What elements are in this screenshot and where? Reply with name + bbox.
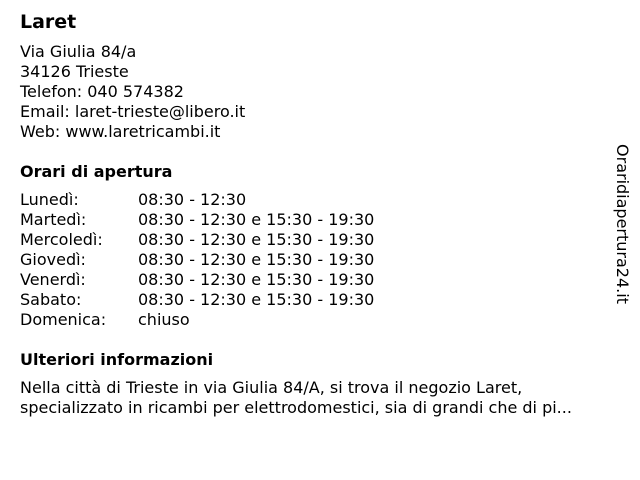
address-city: 34126 Trieste xyxy=(20,62,129,81)
address-street: Via Giulia 84/a xyxy=(20,42,137,61)
hours-row-wednesday xyxy=(20,230,610,250)
hours-row-thursday xyxy=(20,250,610,270)
email-line: Email: laret-trieste@libero.it xyxy=(20,102,246,121)
hours-time: 08:30 - 12:30 e 15:30 - 19:30 xyxy=(138,210,375,229)
site-watermark: Oraridiapertura24.it xyxy=(613,144,632,304)
more-info-heading: Ulteriori informazioni xyxy=(20,350,214,369)
contact-block xyxy=(20,42,610,142)
hours-row-saturday xyxy=(20,290,610,310)
hours-time: 08:30 - 12:30 e 15:30 - 19:30 xyxy=(138,250,375,269)
hours-time: 08:30 - 12:30 e 15:30 - 19:30 xyxy=(138,290,375,309)
hours-time: chiuso xyxy=(138,310,190,329)
hours-row-sunday xyxy=(20,310,610,330)
hours-day: Venerdì: xyxy=(20,270,86,289)
hours-day: Martedì: xyxy=(20,210,87,229)
hours-time: 08:30 - 12:30 e 15:30 - 19:30 xyxy=(138,270,375,289)
phone-line: Telefon: 040 574382 xyxy=(20,82,184,101)
more-info-text: Nella città di Trieste in via Giulia 84/A, si trova il negozio Laret, specializzato in ricambi per elettrodomestici, sia di grandi che di pi... xyxy=(20,378,572,417)
hours-day: Giovedì: xyxy=(20,250,86,269)
web-line: Web: www.laretricambi.it xyxy=(20,122,221,141)
hours-day: Sabato: xyxy=(20,290,82,309)
hours-day: Domenica: xyxy=(20,310,107,329)
hours-day: Mercoledì: xyxy=(20,230,103,249)
hours-row-monday xyxy=(20,190,610,210)
hours-time: 08:30 - 12:30 xyxy=(138,190,247,209)
hours-day: Lunedì: xyxy=(20,190,79,209)
hours-row-friday xyxy=(20,270,610,290)
business-card xyxy=(20,10,610,418)
hours-time: 08:30 - 12:30 e 15:30 - 19:30 xyxy=(138,230,375,249)
opening-hours-table xyxy=(20,190,610,330)
business-name: Laret xyxy=(20,11,77,33)
hours-row-tuesday xyxy=(20,210,610,230)
opening-hours-heading: Orari di apertura xyxy=(20,162,173,181)
